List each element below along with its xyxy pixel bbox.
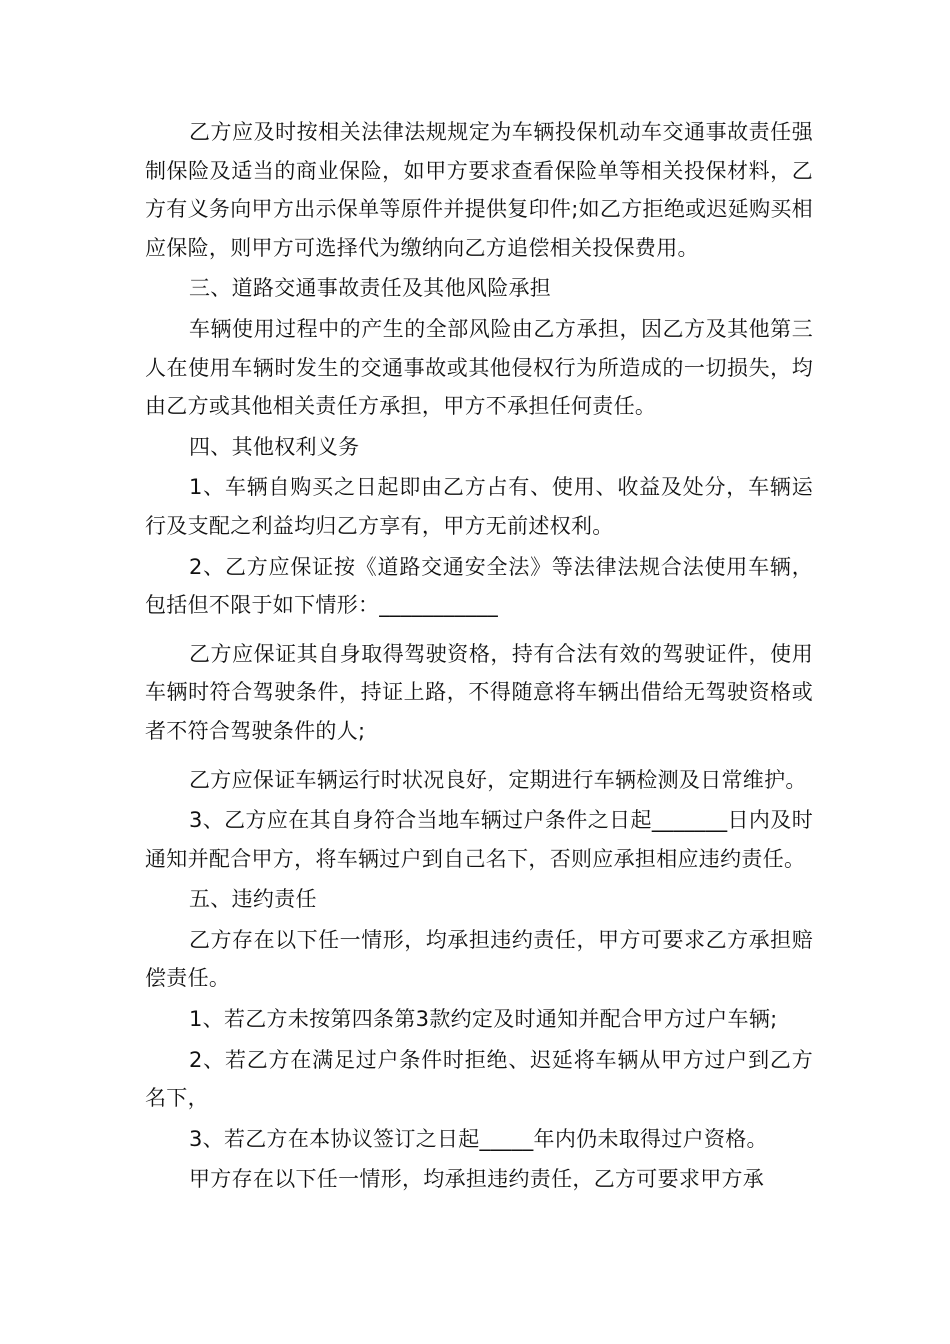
paragraph-clause-2: 2、乙方应保证按《道路交通安全法》等法律法规合法使用车辆，包括但不限于如下情形：___________ — [145, 554, 813, 618]
paragraph-vehicle-condition: 乙方应保证车辆运行时状况良好，定期进行车辆检测及日常维护。 — [189, 767, 807, 792]
paragraph-clause-1: 1、车辆自购买之日起即由乙方占有、使用、收益及处分，车辆运行及支配之利益均归乙方享有，甲方无前述权利。 — [145, 475, 813, 538]
document-body — [145, 113, 813, 1199]
paragraph-insurance: 乙方应及时按相关法律法规规定为车辆投保机动车交通事故责任强制保险及适当的商业保险，如甲方要求查看保险单等相关投保材料，乙方有义务向甲方出示保单等原件并提供复印件;如乙方拒绝或迟延购买相应保险，则甲方可选择代为缴纳向乙方追偿相关投保费用。 — [145, 120, 813, 260]
paragraph-party-b-breach: 乙方存在以下任一情形，均承担违约责任，甲方可要求乙方承担赔偿责任。 — [145, 927, 813, 991]
paragraph-risk: 车辆使用过程中的产生的全部风险由乙方承担，因乙方及其他第三人在使用车辆时发生的交通事故或其他侵权行为所造成的一切损失，均由乙方或其他相关责任方承担，甲方不承担任何责任。 — [145, 316, 813, 419]
paragraph-breach-3: 3、若乙方在本协议签订之日起_____年内仍未取得过户资格。 — [189, 1126, 768, 1151]
paragraph-breach-1: 1、若乙方未按第四条第3款约定及时通知并配合甲方过户车辆; — [189, 1007, 778, 1032]
heading-section-3: 三、道路交通事故责任及其他风险承担 — [189, 276, 552, 301]
paragraph-party-a-breach: 甲方存在以下任一情形，均承担违约责任，乙方可要求甲方承 — [189, 1167, 765, 1192]
paragraph-breach-2: 2、若乙方在满足过户条件时拒绝、迟延将车辆从甲方过户到乙方名下， — [145, 1047, 813, 1111]
paragraph-driving-qualification: 乙方应保证其自身取得驾驶资格，持有合法有效的驾驶证件，使用车辆时符合驾驶条件，持证上路，不得随意将车辆出借给无驾驶资格或者不符合驾驶条件的人; — [145, 641, 813, 743]
heading-section-5: 五、违约责任 — [189, 887, 317, 912]
paragraph-clause-3: 3、乙方应在其自身符合当地车辆过户条件之日起_______日内及时通知并配合甲方，将车辆过户到自己名下，否则应承担相应违约责任。 — [145, 808, 813, 871]
heading-section-4: 四、其他权利义务 — [189, 434, 360, 459]
